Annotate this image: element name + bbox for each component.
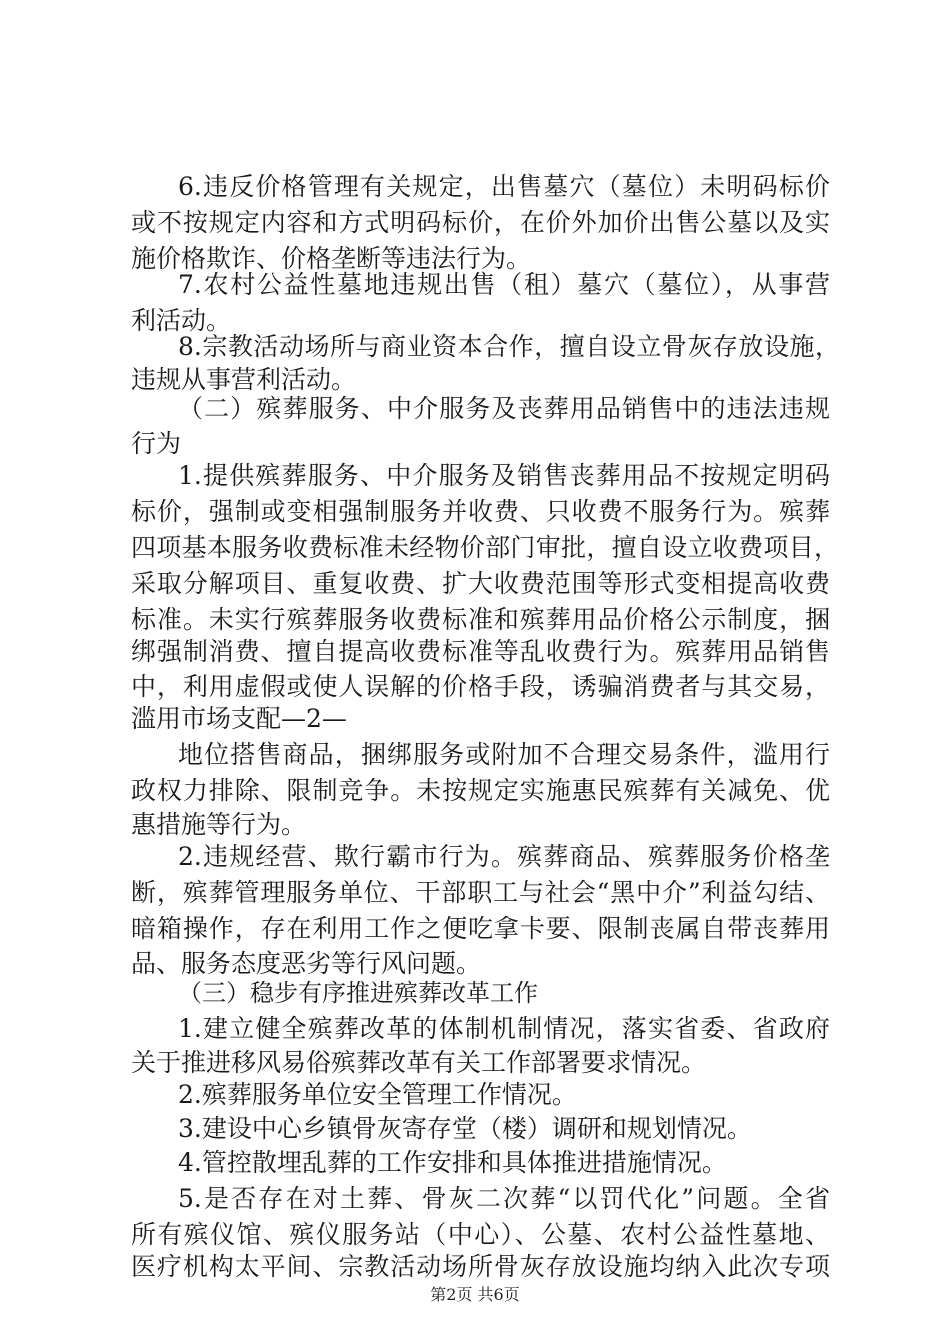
page-number-footer: 第2页 共6页: [430, 1285, 520, 1304]
text-line: 或不按规定内容和方式明码标价，在价外加价出售公墓以及实: [131, 208, 830, 237]
text-line: 医疗机构太平间、宗教活动场所骨灰存放设施均纳入此次专项: [131, 1252, 830, 1281]
text-line: 4.管控散埋乱葬的工作安排和具体推进措施情况。: [178, 1148, 727, 1177]
text-line: 施价格欺诈、价格垄断等违法行为。: [131, 244, 532, 273]
text-line: 1.建立健全殡葬改革的体制机制情况，落实省委、省政府: [178, 1014, 830, 1043]
text-line: 3.建设中心乡镇骨灰寄存堂（楼）调研和规划情况。: [178, 1114, 752, 1143]
text-line: 断，殡葬管理服务单位、干部职工与社会“黑中介”利益勾结、: [131, 878, 830, 907]
text-line: 政权力排除、限制竞争。未按规定实施惠民殡葬有关减免、优: [131, 776, 830, 805]
text-line: 7.农村公益性墓地违规出售（租）墓穴（墓位），从事营: [178, 270, 830, 299]
section-heading: 行为: [131, 429, 182, 458]
section-heading: （二）殡葬服务、中介服务及丧葬用品销售中的违法违规: [178, 394, 830, 423]
section-heading: （三）稳步有序推进殡葬改革工作: [178, 979, 538, 1007]
text-line: 6.违反价格管理有关规定，出售墓穴（墓位）未明码标价: [178, 172, 830, 201]
text-line: 5.是否存在对土葬、骨灰二次葬“以罚代化”问题。全省: [178, 1184, 830, 1213]
text-line: 利活动。: [131, 306, 232, 335]
text-line: 滥用市场支配—2—: [131, 704, 347, 733]
text-line: 中，利用虚假或使人误解的价格手段，诱骗消费者与其交易，: [131, 672, 830, 701]
text-line: 违规从事营利活动。: [131, 365, 357, 394]
text-line: 2.殡葬服务单位安全管理工作情况。: [178, 1080, 577, 1109]
text-line: 标准。未实行殡葬服务收费标准和殡葬用品价格公示制度，捆: [131, 605, 830, 634]
text-line: 标价，强制或变相强制服务并收费、只收费不服务行为。殡葬: [131, 497, 830, 526]
text-line: 品、服务态度恶劣等行风问题。: [131, 949, 482, 978]
text-line: 8.宗教活动场所与商业资本合作，擅自设立骨灰存放设施，: [178, 332, 840, 361]
text-line: 地位搭售商品，捆绑服务或附加不合理交易条件，滥用行: [178, 740, 830, 769]
text-line: 暗箱操作，存在利用工作之便吃拿卡要、限制丧属自带丧葬用: [131, 914, 830, 943]
text-line: 绑强制消费、擅自提高收费标准等乱收费行为。殡葬用品销售: [131, 637, 830, 666]
text-line: 惠措施等行为。: [131, 810, 307, 839]
text-line: 所有殡仪馆、殡仪服务站（中心）、公墓、农村公益性墓地、: [131, 1220, 830, 1249]
text-line: 四项基本服务收费标准未经物价部门审批，擅自设立收费项目，: [131, 533, 839, 562]
text-line: 采取分解项目、重复收费、扩大收费范围等形式变相提高收费: [131, 569, 830, 598]
text-line: 关于推进移风易俗殡葬改革有关工作部署要求情况。: [131, 1048, 707, 1077]
text-line: 2.违规经营、欺行霸市行为。殡葬商品、殡葬服务价格垄: [178, 842, 830, 871]
text-line: 1.提供殡葬服务、中介服务及销售丧葬用品不按规定明码: [178, 461, 830, 490]
